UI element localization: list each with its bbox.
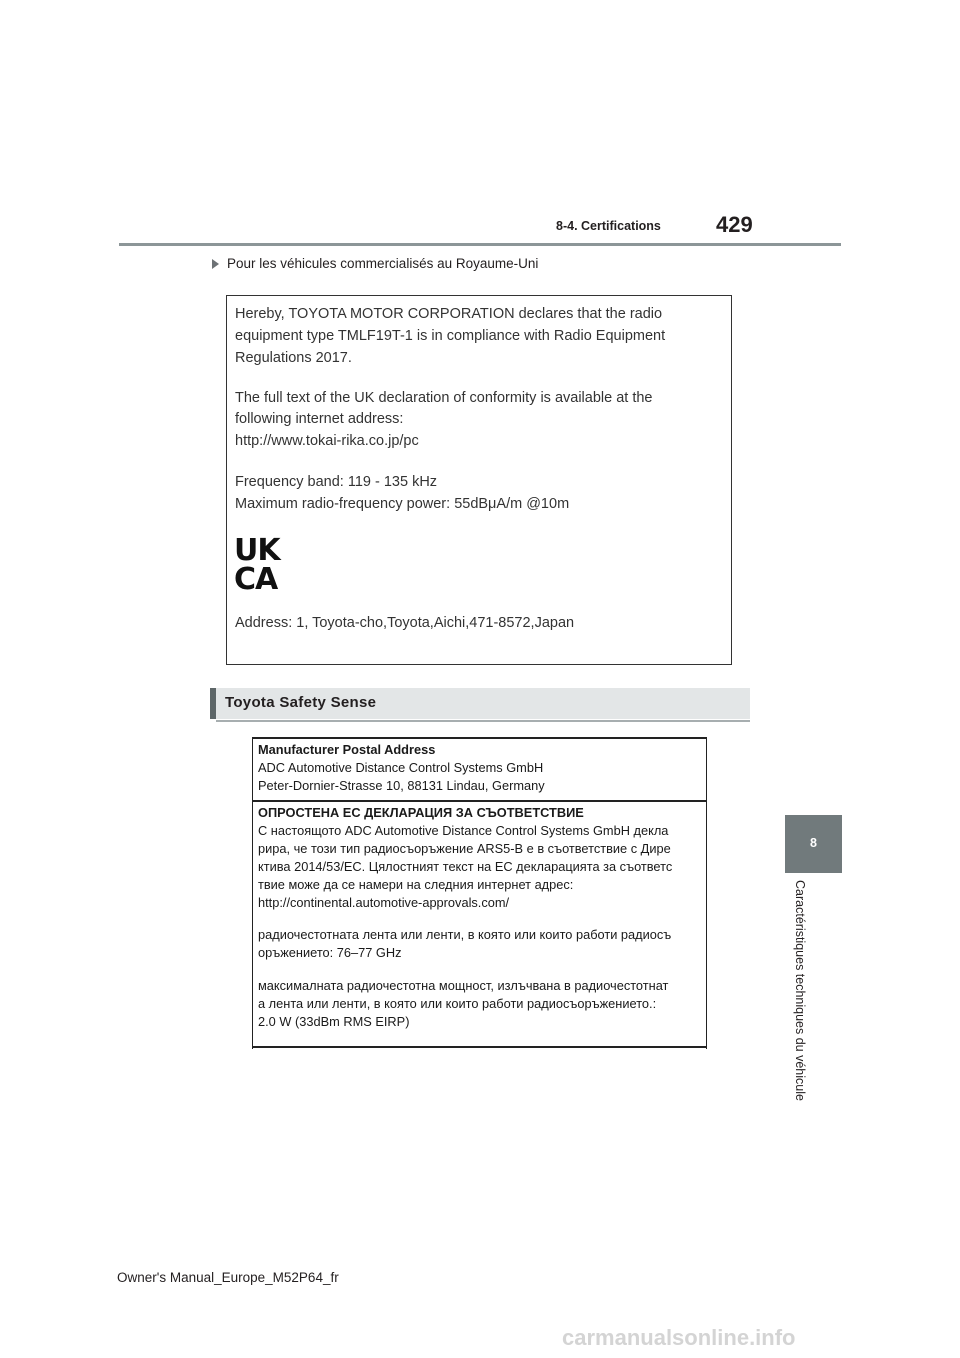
chapter-tab xyxy=(785,815,842,873)
declaration-line: рира, че този тип радиосъоръжение ARS5-B е в съответствие с Дире xyxy=(258,841,671,856)
declaration-line: ктива 2014/53/ЕС. Цялостният текст на ЕС декларацията за съответс xyxy=(258,859,673,874)
band-line: оръжението: 76–77 GHz xyxy=(258,945,402,960)
header-divider xyxy=(119,243,841,246)
chapter-label-text: Caractéristiques techniques du véhicule xyxy=(793,880,807,1101)
manufacturer-title: Manufacturer Postal Address xyxy=(258,742,436,757)
ukca-logo-bottom: CA xyxy=(234,562,278,597)
declaration-line: С настоящото ADC Automotive Distance Control Systems GmbH декла xyxy=(258,823,669,838)
scan-divider xyxy=(253,800,706,802)
uk-text-line: equipment type TMLF19T-1 is in compliance with Radio Equipment xyxy=(235,328,666,344)
section-heading-underline xyxy=(216,720,750,722)
power-line: 2.0 W (33dBm RMS EIRP) xyxy=(258,1014,410,1029)
uk-frequency: Frequency band: 119 - 135 kHz xyxy=(235,474,438,490)
uk-address: Address: 1, Toyota-cho,Toyota,Aichi,471-8572,Japan xyxy=(235,615,575,631)
declaration-url: http://continental.automotive-approvals.com/ xyxy=(258,895,510,910)
scan-divider xyxy=(253,1046,706,1048)
uk-text-line: The full text of the UK declaration of conformity is available at the xyxy=(235,390,653,406)
page-number: 429 xyxy=(716,212,753,237)
power-line: максималната радиочестотна мощност, излъчвана в радиочестотнат xyxy=(258,978,669,993)
bullet-text: Pour les véhicules commercialisés au Royaume-Uni xyxy=(227,256,539,271)
uk-text-line: Hereby, TOYOTA MOTOR CORPORATION declares that the radio xyxy=(235,306,663,322)
bullet-item xyxy=(212,256,538,271)
scan-divider xyxy=(253,737,706,739)
power-line: а лента или ленти, в която или които работи радиосъоръжението.: xyxy=(258,996,657,1011)
watermark: carmanualsonline.info xyxy=(562,1325,796,1350)
ukca-logo-top: UK xyxy=(234,533,280,568)
declaration-line: твие може да се намери на следния интернет адрес: xyxy=(258,877,574,892)
ukca-mark-logo xyxy=(234,533,294,597)
triangle-bullet-icon xyxy=(212,259,219,269)
chapter-side-label xyxy=(790,880,810,1130)
manufacturer-line: ADC Automotive Distance Control Systems GmbH xyxy=(258,760,544,775)
uk-text-line: Regulations 2017. xyxy=(235,350,352,366)
uk-declaration-box xyxy=(226,295,732,665)
chapter-number: 8 xyxy=(810,836,817,850)
band-line: радиочестотната лента или ленти, в която или които работи радиосъ xyxy=(258,927,672,942)
declaration-title: ОПРОСТЕНА ЕС ДЕКЛАРАЦИЯ ЗА СЪОТВЕТСТВИЕ xyxy=(258,805,584,820)
uk-url: http://www.tokai-rika.co.jp/pc xyxy=(235,433,419,449)
section-heading xyxy=(210,688,750,719)
manufacturer-line: Peter-Dornier-Strasse 10, 88131 Lindau, Germany xyxy=(258,778,545,793)
uk-text-line: following internet address: xyxy=(235,411,404,427)
uk-power: Maximum radio-frequency power: 55dBμA/m @10m xyxy=(235,496,570,512)
scanned-declaration-box xyxy=(252,737,707,1049)
section-title: 8-4. Certifications xyxy=(556,219,661,233)
footer-text: Owner's Manual_Europe_M52P64_fr xyxy=(117,1270,339,1285)
section-heading-text: Toyota Safety Sense xyxy=(225,694,377,711)
